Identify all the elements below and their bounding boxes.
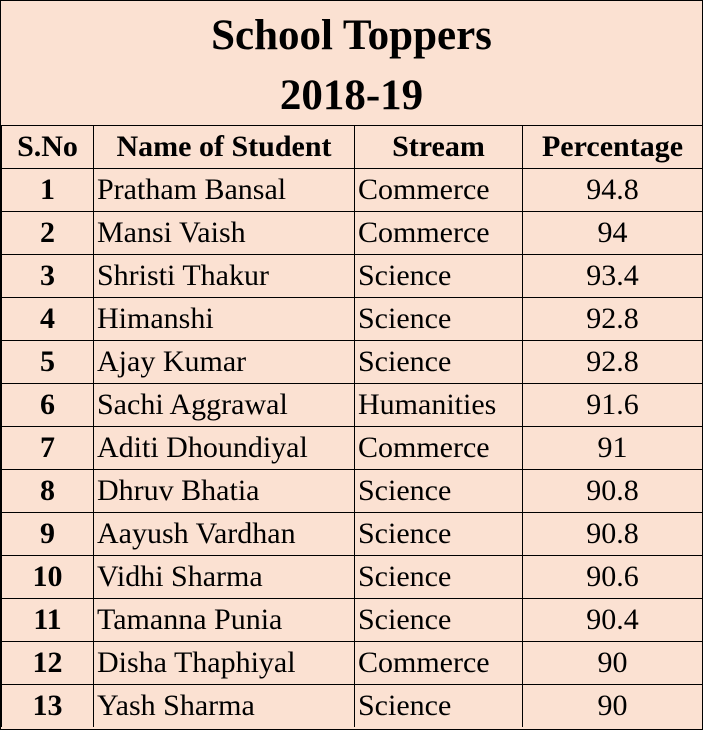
cell-name: Tamanna Punia — [94, 599, 355, 642]
cell-percentage: 90.4 — [523, 599, 703, 642]
cell-percentage: 92.8 — [523, 341, 703, 384]
cell-name: Ajay Kumar — [94, 341, 355, 384]
table-row — [2, 384, 703, 427]
column-header-percentage: Percentage — [523, 126, 703, 169]
cell-name: Pratham Bansal — [94, 169, 355, 212]
cell-percentage: 90 — [523, 685, 703, 728]
cell-stream: Science — [355, 599, 523, 642]
cell-sno: 11 — [2, 599, 94, 642]
table-row — [2, 556, 703, 599]
cell-sno: 6 — [2, 384, 94, 427]
cell-stream: Science — [355, 298, 523, 341]
cell-percentage: 91 — [523, 427, 703, 470]
table-row — [2, 212, 703, 255]
table-row — [2, 169, 703, 212]
title-block — [1, 1, 702, 125]
table-row — [2, 255, 703, 298]
column-header-stream: Stream — [355, 126, 523, 169]
cell-percentage: 90 — [523, 642, 703, 685]
table-row — [2, 642, 703, 685]
cell-name: Yash Sharma — [94, 685, 355, 728]
cell-stream: Commerce — [355, 212, 523, 255]
table-row — [2, 685, 703, 728]
cell-percentage: 90.8 — [523, 513, 703, 556]
table-row — [2, 470, 703, 513]
cell-stream: Science — [355, 470, 523, 513]
cell-percentage: 90.8 — [523, 470, 703, 513]
cell-stream: Humanities — [355, 384, 523, 427]
cell-percentage: 92.8 — [523, 298, 703, 341]
cell-stream: Science — [355, 513, 523, 556]
cell-sno: 13 — [2, 685, 94, 728]
table-row — [2, 427, 703, 470]
cell-percentage: 90.6 — [523, 556, 703, 599]
cell-stream: Science — [355, 685, 523, 728]
table-row — [2, 298, 703, 341]
cell-stream: Science — [355, 255, 523, 298]
cell-stream: Science — [355, 341, 523, 384]
table-header-row — [2, 126, 703, 169]
cell-sno: 5 — [2, 341, 94, 384]
cell-stream: Science — [355, 556, 523, 599]
cell-stream: Commerce — [355, 642, 523, 685]
cell-percentage: 94 — [523, 212, 703, 255]
cell-sno: 2 — [2, 212, 94, 255]
table-row — [2, 341, 703, 384]
table-row — [2, 599, 703, 642]
page-title: School Toppers — [211, 12, 492, 59]
cell-percentage: 94.8 — [523, 169, 703, 212]
cell-name: Aayush Vardhan — [94, 513, 355, 556]
cell-name: Dhruv Bhatia — [94, 470, 355, 513]
cell-sno: 7 — [2, 427, 94, 470]
cell-name: Shristi Thakur — [94, 255, 355, 298]
cell-name: Sachi Aggrawal — [94, 384, 355, 427]
cell-stream: Commerce — [355, 169, 523, 212]
cell-name: Disha Thaphiyal — [94, 642, 355, 685]
page-subtitle-year: 2018-19 — [279, 72, 424, 119]
cell-name: Vidhi Sharma — [94, 556, 355, 599]
cell-sno: 3 — [2, 255, 94, 298]
cell-name: Himanshi — [94, 298, 355, 341]
cell-sno: 10 — [2, 556, 94, 599]
cell-sno: 1 — [2, 169, 94, 212]
column-header-sno: S.No — [2, 126, 94, 169]
cell-name: Mansi Vaish — [94, 212, 355, 255]
cell-sno: 8 — [2, 470, 94, 513]
cell-sno: 12 — [2, 642, 94, 685]
cell-stream: Commerce — [355, 427, 523, 470]
column-header-name: Name of Student — [94, 126, 355, 169]
table-row — [2, 513, 703, 556]
toppers-table — [1, 125, 703, 727]
cell-name: Aditi Dhoundiyal — [94, 427, 355, 470]
cell-sno: 9 — [2, 513, 94, 556]
cell-percentage: 93.4 — [523, 255, 703, 298]
cell-percentage: 91.6 — [523, 384, 703, 427]
cell-sno: 4 — [2, 298, 94, 341]
